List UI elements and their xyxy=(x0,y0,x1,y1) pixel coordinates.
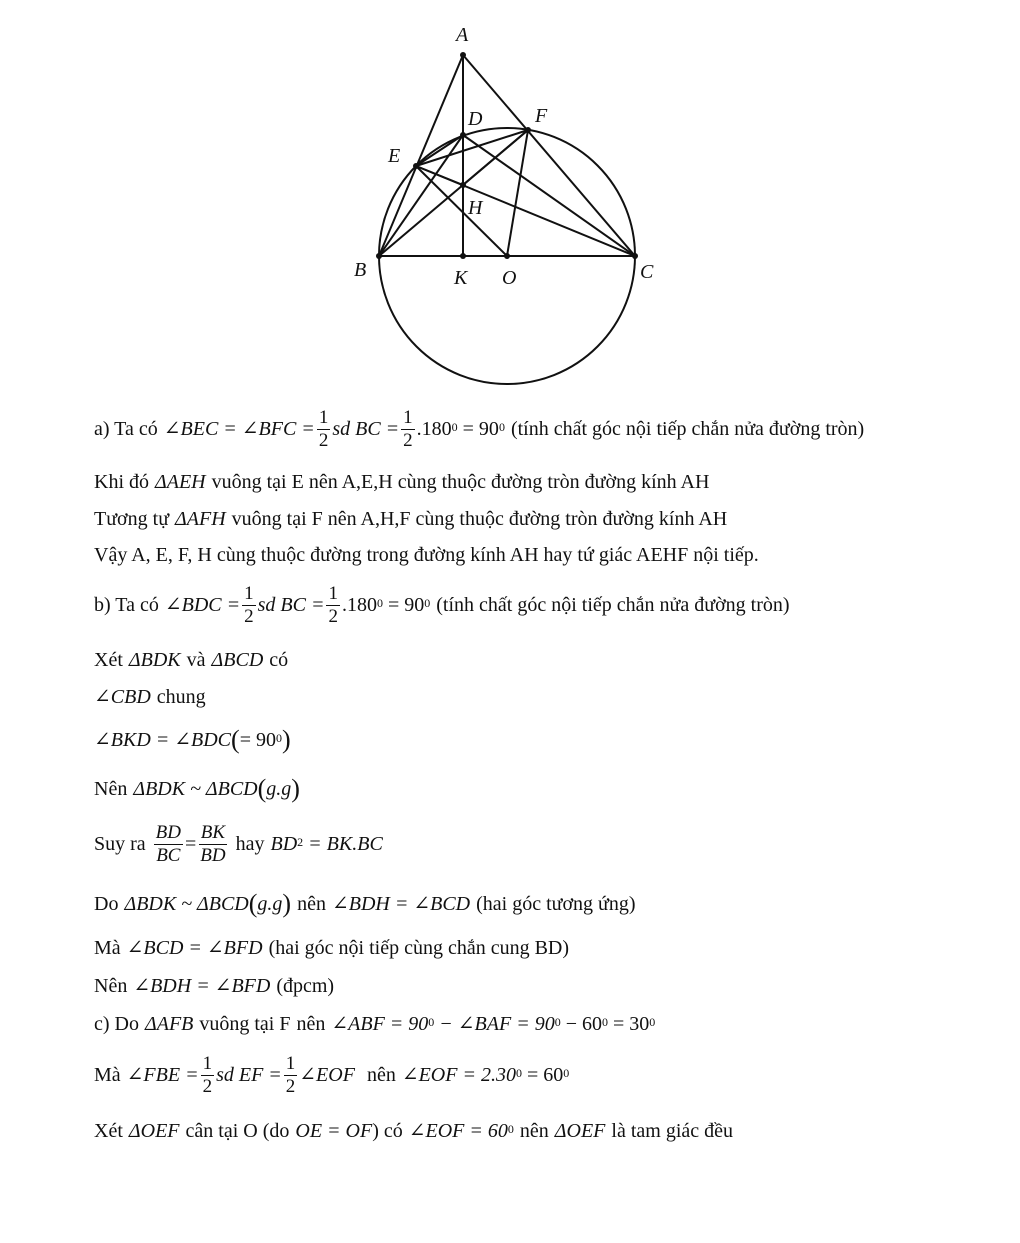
fraction-bk-bd: $\frac{BK}{BD}$ xyxy=(200,822,226,866)
part-b-line-8: Mà ∠BCD = ∠BFD (hai góc nội tiếp cùng chắn cung BD) xyxy=(94,937,570,959)
part-c-line-2: Mà ∠FBE = $\frac{1}{2}$ sd EF = $\frac{1}{2}$ ∠EOF nên ∠EOF = 2.30 $^0$ = 60 $^0$ xyxy=(94,1053,570,1097)
part-b-line-4: ∠BKD = ∠BDC ( = 90 $^0$ ) xyxy=(94,725,291,754)
label-k: K xyxy=(454,267,468,289)
segment-eo xyxy=(416,166,507,256)
point-c xyxy=(632,253,638,259)
point-b xyxy=(376,253,382,259)
label-a: A xyxy=(456,24,469,46)
label-b: B xyxy=(354,259,367,281)
geometry-figure xyxy=(330,18,690,390)
segment-fo xyxy=(507,130,528,256)
label-h: H xyxy=(468,197,483,219)
point-d xyxy=(460,132,466,138)
point-k xyxy=(460,253,466,259)
part-b-line-1: b) Ta có ∠BDC = $\frac{1}{2}$ sd BC = $\frac{1}{2}$ .180 $^0$ = 90 $^0$ (tính chất góc nội tiếp chắn nửa đường tròn) xyxy=(94,583,790,627)
segment-fh xyxy=(463,130,528,185)
part-b-line-9: Nên ∠BDH = ∠BFD (đpcm) xyxy=(94,975,335,997)
fraction-bd-bc: $\frac{BD}{BC}$ xyxy=(155,822,181,866)
segment-ac xyxy=(463,55,635,256)
part-b-line-7: Do ΔBDK ~ ΔBCD ( g.g ) nên ∠BDH = ∠BCD (hai góc tương ứng) xyxy=(94,889,636,918)
part-b-line-6: Suy ra $\frac{BD}{BC}$ = $\frac{BK}{BD}$ hay BD $^2$ = BK.BC xyxy=(94,822,383,866)
point-f xyxy=(525,127,531,133)
point-o xyxy=(504,253,510,259)
label-o: O xyxy=(502,267,517,289)
segment-ef xyxy=(416,130,528,166)
part-b-line-3: ∠CBD chung xyxy=(94,686,206,708)
part-b-line-2: Xét ΔBDK và ΔBCD có xyxy=(94,649,289,671)
part-c-line-3: Xét ΔOEF cân tại O (do OE = OF ) có ∠EOF = 60 $^0$ nên ΔOEF là tam giác đều xyxy=(94,1120,734,1142)
point-e xyxy=(413,163,419,169)
label-f: F xyxy=(535,105,548,127)
label-e: E xyxy=(388,145,401,167)
part-c-line-1: c) Do ΔAFB vuông tại F nên ∠ABF = 90 $^0$ − ∠BAF = 90 $^0$ − 60 $^0$ = 30 $^0$ xyxy=(94,1013,656,1035)
part-a-angle-eq: ∠BEC = ∠BFC = xyxy=(163,418,315,441)
part-a-intro: a) Ta có xyxy=(94,418,158,441)
fraction-half: $\frac{1}{2}$ xyxy=(328,583,338,627)
label-c: C xyxy=(640,261,654,283)
part-a-line-4: Vậy A, E, F, H cùng thuộc đường trong đường kính AH hay tứ giác AEHF nội tiếp. xyxy=(94,544,759,566)
fraction-half: $\frac{1}{2}$ xyxy=(244,583,254,627)
part-a-line-1: a) Ta có ∠BEC = ∠BFC = $\frac{1}{2}$ sd BC = $\frac{1}{2}$ .180 $^0$ = 90 $^0$ (tính chất góc nội tiếp chắn nửa đường tròn) xyxy=(94,407,865,451)
part-a-reason: (tính chất góc nội tiếp chắn nửa đường tròn) xyxy=(510,418,865,441)
part-a-line-3: Tương tự ΔAFH vuông tại F nên A,H,F cùng thuộc đường tròn đường kính AH xyxy=(94,508,728,530)
fraction-half: $\frac{1}{2}$ xyxy=(202,1053,213,1097)
point-a xyxy=(460,52,466,58)
fraction-half: $\frac{1}{2}$ xyxy=(403,407,413,451)
part-b-line-5: Nên ΔBDK ~ ΔBCD ( g.g ) xyxy=(94,774,300,803)
part-a-line-2: Khi đó ΔAEH vuông tại E nên A,E,H cùng thuộc đường tròn đường kính AH xyxy=(94,471,710,493)
label-d: D xyxy=(468,108,483,130)
part-a-arc: sd BC = xyxy=(332,418,400,441)
point-h xyxy=(460,182,466,188)
fraction-half: $\frac{1}{2}$ xyxy=(318,407,329,451)
fraction-half: $\frac{1}{2}$ xyxy=(285,1053,296,1097)
